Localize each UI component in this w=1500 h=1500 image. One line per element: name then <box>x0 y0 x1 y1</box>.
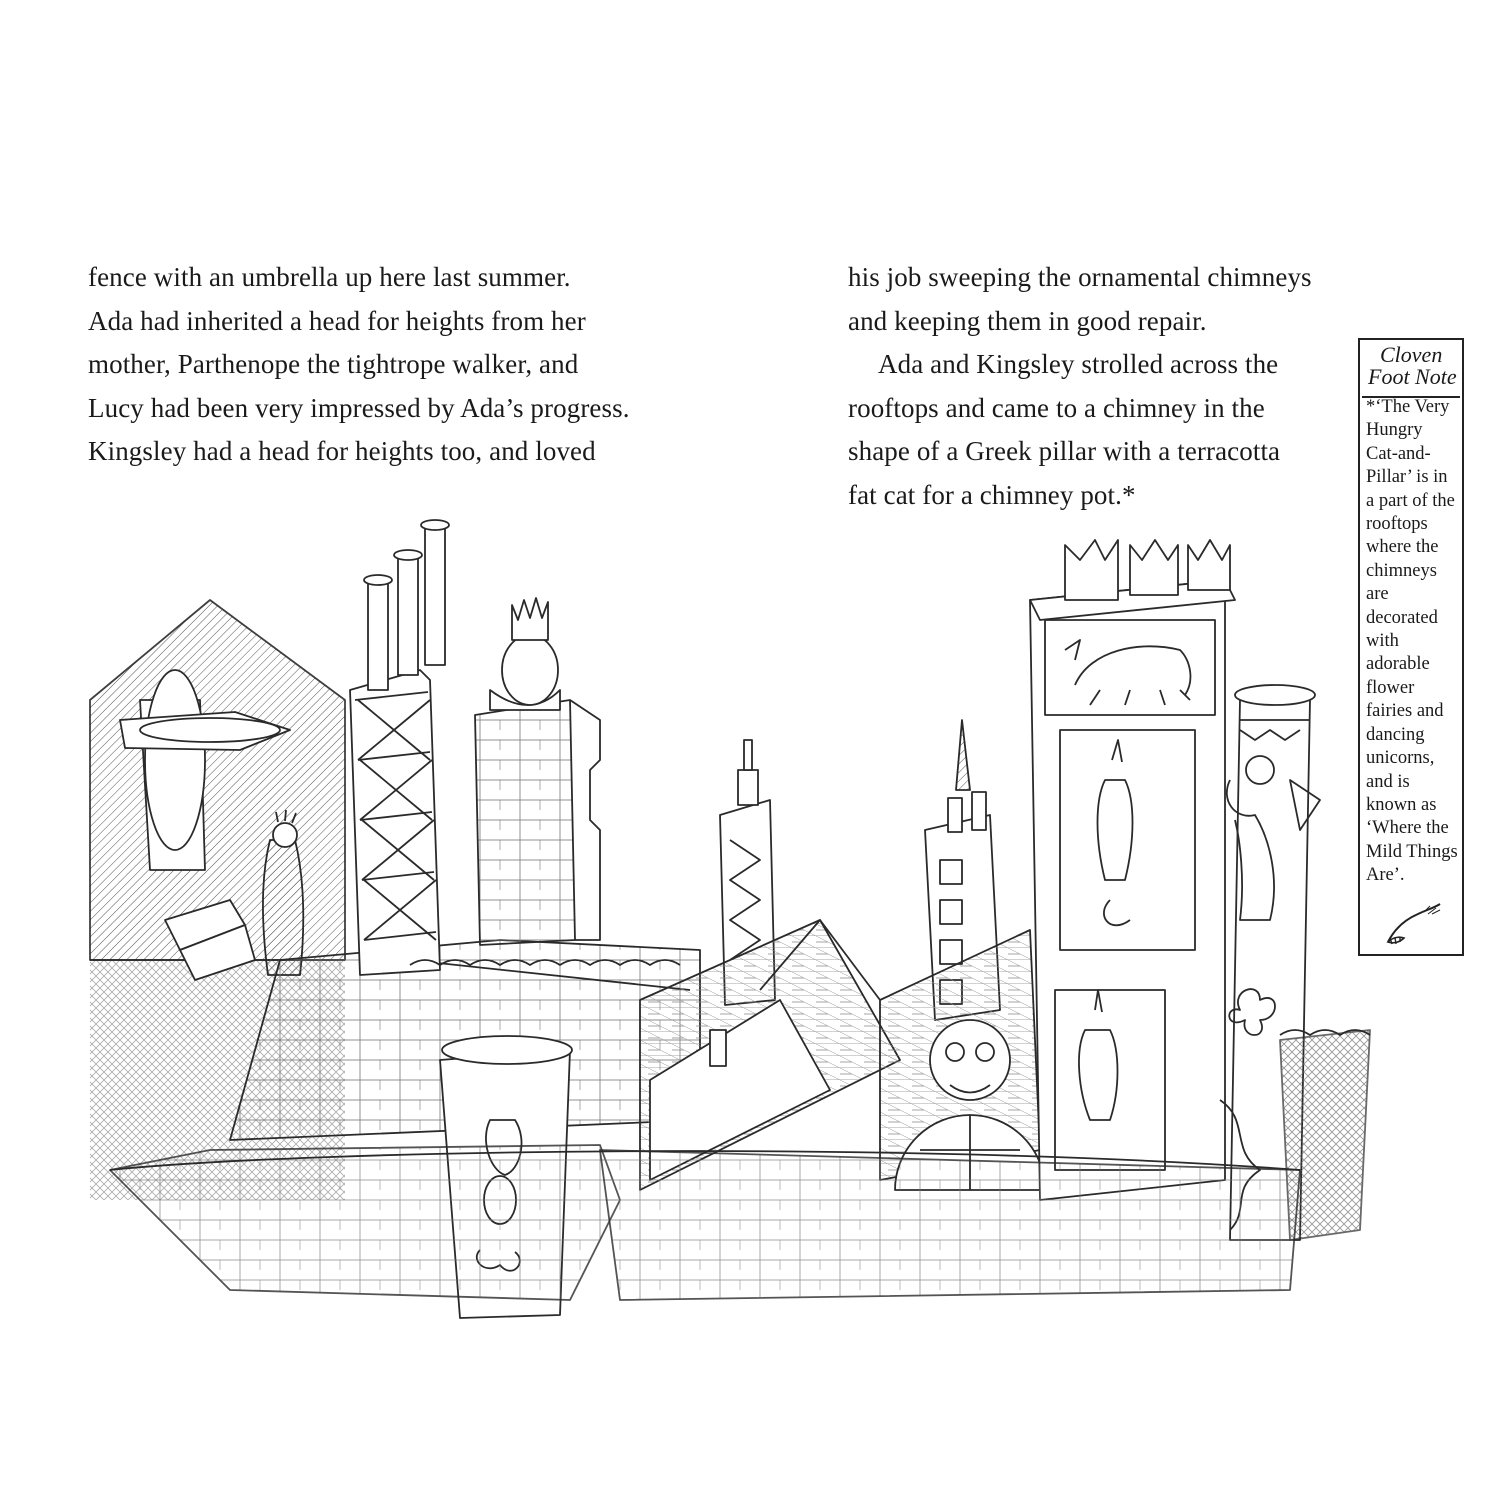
footnote-line: *‘The Very <box>1366 397 1450 417</box>
footnote-line: unicorns, <box>1366 748 1435 769</box>
text-line: rooftops and came to a chimney in the <box>848 392 1265 423</box>
footnote-line: where the <box>1366 537 1439 558</box>
footnote-line: with <box>1366 631 1399 652</box>
footnote-line: are <box>1366 584 1389 605</box>
footnote-line: known as <box>1366 794 1437 815</box>
footnote-line: flower <box>1366 677 1415 698</box>
text-line: Ada had inherited a head for heights from her <box>88 305 586 336</box>
footnote-line: Pillar’ is in <box>1366 467 1448 488</box>
footnote-line: a part of the <box>1366 490 1455 511</box>
footnote-line: ‘Where the <box>1366 818 1449 839</box>
footnote-title-line2: Foot Note <box>1368 364 1457 389</box>
footnote-line: dancing <box>1366 724 1425 745</box>
text-line: fat cat for a chimney pot.* <box>848 479 1136 510</box>
footnote-title-line1: Cloven <box>1380 342 1443 367</box>
footnote-line: and is <box>1366 771 1410 792</box>
footnote-line: fairies and <box>1366 701 1444 722</box>
text-line: mother, Parthenope the tightrope walker, and <box>88 349 579 379</box>
text-line: Kingsley had a head for heights too, and loved <box>88 436 596 466</box>
text-line: his job sweeping the ornamental chimneys <box>848 262 1312 292</box>
text-line: shape of a Greek pillar with a terracotta <box>848 436 1281 466</box>
footnote-line: decorated <box>1366 607 1438 628</box>
text-line: fence with an umbrella up here last summer. <box>88 262 571 292</box>
footnote-line: Are’. <box>1366 865 1405 886</box>
text-line: and keeping them in good repair. <box>848 305 1207 336</box>
footnote-line: adorable <box>1366 654 1430 675</box>
footnote-line: Hungry <box>1366 420 1423 441</box>
footnote-line: chimneys <box>1366 560 1437 581</box>
text-line: Ada and Kingsley strolled across the <box>878 349 1279 379</box>
text-line: Lucy had been very impressed by Ada’s progress. <box>88 392 630 423</box>
footnote-line: rooftops <box>1366 514 1428 535</box>
footnote-line: Mild Things <box>1366 841 1458 862</box>
footnote-line: Cat-and- <box>1366 443 1431 464</box>
